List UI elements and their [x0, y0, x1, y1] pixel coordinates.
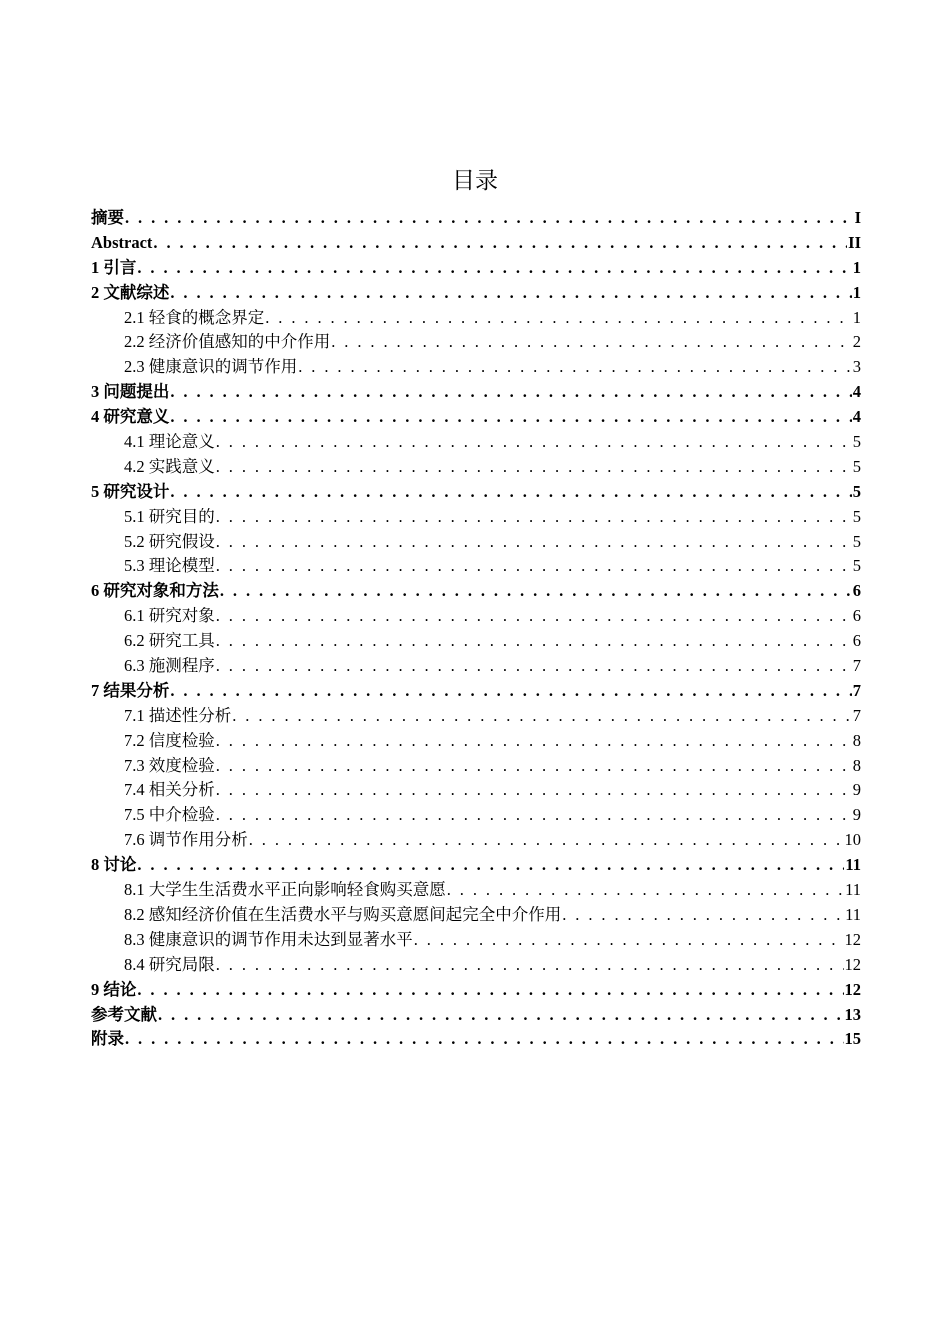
toc-entry-label: 2 文献综述 [91, 282, 170, 302]
toc-entry-page-number: 11 [845, 880, 861, 900]
toc-entry[interactable] [91, 853, 861, 878]
toc-entry-label: 附录 [91, 1029, 124, 1049]
toc-entry-page-number: 1 [852, 282, 861, 302]
toc-leader-dots [170, 405, 851, 430]
toc-leader-dots [216, 505, 852, 530]
toc-entry-label: 参考文献 [91, 1004, 157, 1024]
toc-leader-dots [562, 903, 844, 928]
toc-entry[interactable] [91, 206, 861, 231]
toc-leader-dots [216, 430, 852, 455]
toc-leader-dots [216, 604, 852, 629]
toc-entry-label: 5.1 研究目的 [124, 506, 215, 526]
toc-entry-page-number: 6 [852, 581, 861, 601]
toc-entry[interactable] [91, 355, 861, 380]
toc-leader-dots [216, 530, 852, 555]
toc-entry-label: 2.2 经济价值感知的中介作用 [124, 332, 331, 352]
toc-entry-label: 9 结论 [91, 979, 137, 999]
toc-entry-page-number: 5 [852, 481, 861, 501]
toc-entry[interactable] [91, 654, 861, 679]
toc-entry-page-number: 5 [852, 456, 861, 476]
toc-entry[interactable] [91, 455, 861, 480]
toc-entry-page-number: 9 [852, 780, 861, 800]
toc-entry[interactable] [91, 729, 861, 754]
toc-leader-dots [249, 828, 844, 853]
toc-leader-dots [216, 654, 852, 679]
toc-entry[interactable] [91, 530, 861, 555]
toc-entry-page-number: 6 [852, 631, 861, 651]
toc-entry-page-number: 11 [845, 904, 861, 924]
toc-entry[interactable] [91, 505, 861, 530]
toc-leader-dots [216, 953, 844, 978]
toc-entry[interactable] [91, 978, 861, 1003]
toc-entry-label: 摘要 [91, 208, 124, 227]
toc-entry[interactable] [91, 380, 861, 405]
toc-entry-label: 8.1 大学生生活费水平正向影响轻食购买意愿 [124, 880, 446, 900]
toc-title: 目录 [452, 168, 498, 194]
toc-entry[interactable] [91, 430, 861, 455]
toc-entry[interactable] [91, 480, 861, 505]
toc-entry-page-number: 11 [845, 855, 861, 875]
toc-entry[interactable] [91, 828, 861, 853]
toc-entry-page-number: II [848, 232, 861, 252]
toc-leader-dots [137, 853, 844, 878]
toc-leader-dots [265, 306, 852, 331]
toc-entry[interactable] [91, 803, 861, 828]
toc-entry-label: 7.3 效度检验 [124, 755, 215, 775]
toc-entry-page-number: 3 [852, 357, 861, 377]
toc-entry-page-number: 7 [852, 680, 861, 700]
toc-leader-dots [331, 330, 852, 355]
toc-leader-dots [170, 380, 851, 405]
toc-entry-label: 7.4 相关分析 [124, 780, 215, 800]
toc-entry-page-number: 5 [852, 432, 861, 452]
toc-entry-page-number: 13 [844, 1004, 861, 1024]
toc-entry-label: 8.3 健康意识的调节作用未达到显著水平 [124, 929, 413, 949]
toc-leader-dots [447, 878, 844, 903]
toc-leader-dots [216, 455, 852, 480]
toc-entry-label: 4.2 实践意义 [124, 456, 215, 476]
toc-leader-dots [216, 629, 852, 654]
toc-entry-label: 6.3 施测程序 [124, 656, 215, 676]
toc-entry[interactable] [91, 679, 861, 704]
toc-entry-label: 6.2 研究工具 [124, 631, 215, 651]
toc-entry[interactable] [91, 903, 861, 928]
toc-entry-label: 5 研究设计 [91, 481, 170, 501]
toc-entry-page-number: 8 [852, 755, 861, 775]
toc-entry-label: 5.3 理论模型 [124, 556, 215, 576]
toc-entry[interactable] [91, 579, 861, 604]
toc-entry-page-number: 9 [852, 805, 861, 825]
toc-entry-label: 2.1 轻食的概念界定 [124, 307, 265, 327]
toc-leader-dots [170, 679, 851, 704]
toc-leader-dots [220, 579, 852, 604]
toc-entry-page-number: 5 [852, 556, 861, 576]
toc-entry-page-number: 15 [844, 1029, 861, 1049]
toc-entry[interactable] [91, 256, 861, 281]
toc-leader-dots [137, 256, 851, 281]
toc-leader-dots [125, 206, 854, 231]
toc-leader-dots [158, 1003, 844, 1028]
toc-leader-dots [170, 480, 851, 505]
toc-leader-dots [232, 704, 852, 729]
toc-entry-label: 7.2 信度检验 [124, 730, 215, 750]
toc-entry[interactable] [91, 928, 861, 953]
toc-entry-label: 2.3 健康意识的调节作用 [124, 357, 298, 377]
toc-leader-dots [216, 729, 852, 754]
toc-entry-page-number: 4 [852, 407, 861, 427]
table-of-contents [91, 206, 861, 1052]
toc-entry-label: 7.5 中介检验 [124, 805, 215, 825]
toc-entry-label: Abstract [91, 232, 153, 252]
toc-leader-dots [125, 1027, 844, 1052]
toc-entry-page-number: I [854, 208, 861, 227]
toc-entry[interactable] [91, 953, 861, 978]
toc-leader-dots [216, 554, 852, 579]
toc-entry-page-number: 10 [844, 830, 861, 850]
toc-entry[interactable] [91, 1003, 861, 1028]
toc-entry[interactable] [91, 604, 861, 629]
toc-entry[interactable] [91, 1027, 861, 1052]
toc-leader-dots [298, 355, 852, 380]
toc-entry[interactable] [91, 306, 861, 331]
toc-entry-page-number: 12 [844, 929, 861, 949]
toc-entry-label: 8.4 研究局限 [124, 954, 215, 974]
toc-entry[interactable] [91, 281, 861, 306]
toc-entry-page-number: 2 [852, 332, 861, 352]
toc-entry-label: 8.2 感知经济价值在生活费水平与购买意愿间起完全中介作用 [124, 904, 562, 924]
toc-entry-label: 7.6 调节作用分析 [124, 830, 248, 850]
toc-entry-page-number: 1 [852, 257, 861, 277]
toc-entry[interactable] [91, 554, 861, 579]
toc-entry-page-number: 5 [852, 506, 861, 526]
toc-leader-dots [414, 928, 844, 953]
toc-entry[interactable] [91, 405, 861, 430]
toc-entry-label: 4 研究意义 [91, 407, 170, 427]
toc-leader-dots [216, 778, 852, 803]
toc-leader-dots [153, 231, 847, 256]
toc-entry-page-number: 8 [852, 730, 861, 750]
toc-entry[interactable] [91, 704, 861, 729]
toc-entry-page-number: 7 [852, 705, 861, 725]
toc-leader-dots [137, 978, 843, 1003]
toc-leader-dots [216, 803, 852, 828]
toc-entry-page-number: 12 [844, 979, 861, 999]
toc-entry-label: 8 讨论 [91, 855, 137, 875]
toc-entry-label: 7 结果分析 [91, 680, 170, 700]
toc-leader-dots [216, 754, 852, 779]
toc-entry[interactable] [91, 778, 861, 803]
toc-leader-dots [170, 281, 851, 306]
toc-entry-label: 6 研究对象和方法 [91, 581, 219, 601]
toc-entry[interactable] [91, 754, 861, 779]
toc-entry-page-number: 7 [852, 656, 861, 676]
toc-entry-page-number: 6 [852, 606, 861, 626]
toc-entry-label: 3 问题提出 [91, 382, 170, 402]
toc-entry-page-number: 1 [852, 307, 861, 327]
toc-entry[interactable] [91, 330, 861, 355]
toc-entry-label: 4.1 理论意义 [124, 432, 215, 452]
toc-entry-page-number: 5 [852, 531, 861, 551]
toc-entry-page-number: 4 [852, 382, 861, 402]
toc-entry-page-number: 12 [844, 954, 861, 974]
toc-entry-label: 5.2 研究假设 [124, 531, 215, 551]
toc-entry[interactable] [91, 629, 861, 654]
toc-entry-label: 6.1 研究对象 [124, 606, 215, 626]
toc-entry[interactable] [91, 878, 861, 903]
toc-entry-label: 1 引言 [91, 257, 137, 277]
toc-entry-label: 7.1 描述性分析 [124, 705, 232, 725]
toc-entry[interactable] [91, 231, 861, 256]
